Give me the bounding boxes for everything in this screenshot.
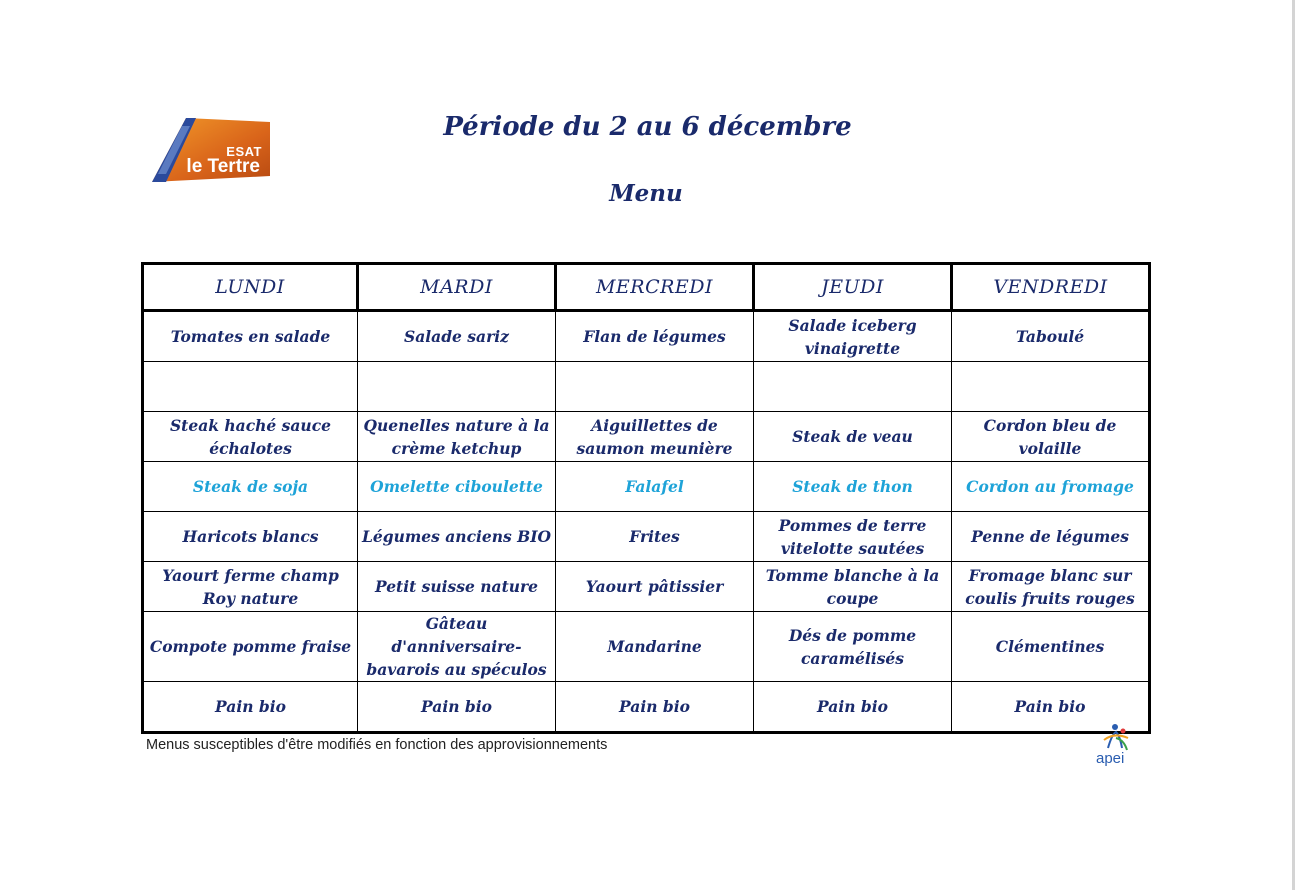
day-header-thursday: JEUDI [754, 264, 952, 311]
apei-figures-icon [1094, 722, 1140, 752]
table-row-dairy [143, 562, 1150, 612]
menu-cell: Cordon bleu de volaille [952, 412, 1150, 462]
menu-cell: Omelette ciboulette [358, 462, 556, 512]
menu-cell [143, 362, 358, 412]
menu-cell: Clémentines [952, 612, 1150, 682]
menu-cell: Frites [556, 512, 754, 562]
menu-cell: Gâteau d'anniversaire-bavarois au spéculos [358, 612, 556, 682]
footnote: Menus susceptibles d'être modifiés en fonction des approvisionnements [146, 737, 608, 753]
menu-cell: Tomme blanche à la coupe [754, 562, 952, 612]
menu-cell: Aiguillettes de saumon meunière [556, 412, 754, 462]
menu-cell: Penne de légumes [952, 512, 1150, 562]
menu-cell: Tomates en salade [143, 311, 358, 362]
table-row-starter [143, 311, 1150, 362]
table-row-dessert [143, 612, 1150, 682]
menu-cell: Taboulé [952, 311, 1150, 362]
menu-cell [556, 362, 754, 412]
table-row-empty [143, 362, 1150, 412]
menu-cell [754, 362, 952, 412]
menu-cell: Pommes de terre vitelotte sautées [754, 512, 952, 562]
table-row-main [143, 412, 1150, 462]
menu-cell: Pain bio [556, 682, 754, 733]
menu-cell: Falafel [556, 462, 754, 512]
menu-cell: Salade sariz [358, 311, 556, 362]
apei-logo [1094, 722, 1140, 774]
day-header-tuesday: MARDI [358, 264, 556, 311]
menu-cell: Dés de pomme caramélisés [754, 612, 952, 682]
menu-cell: Compote pomme fraise [143, 612, 358, 682]
menu-cell: Cordon au fromage [952, 462, 1150, 512]
menu-title: Menu [609, 180, 683, 207]
menu-cell: Légumes anciens BIO [358, 512, 556, 562]
day-header-friday: VENDREDI [952, 264, 1150, 311]
menu-cell: Pain bio [358, 682, 556, 733]
menu-cell: Petit suisse nature [358, 562, 556, 612]
menu-cell: Pain bio [143, 682, 358, 733]
menu-cell: Pain bio [754, 682, 952, 733]
menu-cell: Mandarine [556, 612, 754, 682]
menu-cell: Fromage blanc sur coulis fruits rouges [952, 562, 1150, 612]
menu-cell: Salade iceberg vinaigrette [754, 311, 952, 362]
table-row-alternative [143, 462, 1150, 512]
menu-cell: Steak de soja [143, 462, 358, 512]
menu-cell: Yaourt pâtissier [556, 562, 754, 612]
menu-table [141, 262, 1151, 734]
day-header-wednesday: MERCREDI [556, 264, 754, 311]
menu-cell [358, 362, 556, 412]
logo-line2: le Tertre [186, 156, 260, 177]
menu-cell: Pain bio [952, 682, 1150, 733]
menu-cell: Steak haché sauce échalotes [143, 412, 358, 462]
day-header-monday: LUNDI [143, 264, 358, 311]
menu-cell [952, 362, 1150, 412]
table-row-bread [143, 682, 1150, 733]
day-header-row [143, 264, 1150, 311]
menu-cell: Flan de légumes [556, 311, 754, 362]
menu-cell: Haricots blancs [143, 512, 358, 562]
menu-cell: Steak de thon [754, 462, 952, 512]
menu-cell: Steak de veau [754, 412, 952, 462]
table-row-side [143, 512, 1150, 562]
apei-logo-text: apei [1096, 750, 1125, 767]
menu-cell: Quenelles nature à la crème ketchup [358, 412, 556, 462]
period-title: Période du 2 au 6 décembre [443, 112, 852, 142]
menu-cell: Yaourt ferme champ Roy nature [143, 562, 358, 612]
logo-line1: ESAT [226, 144, 262, 159]
